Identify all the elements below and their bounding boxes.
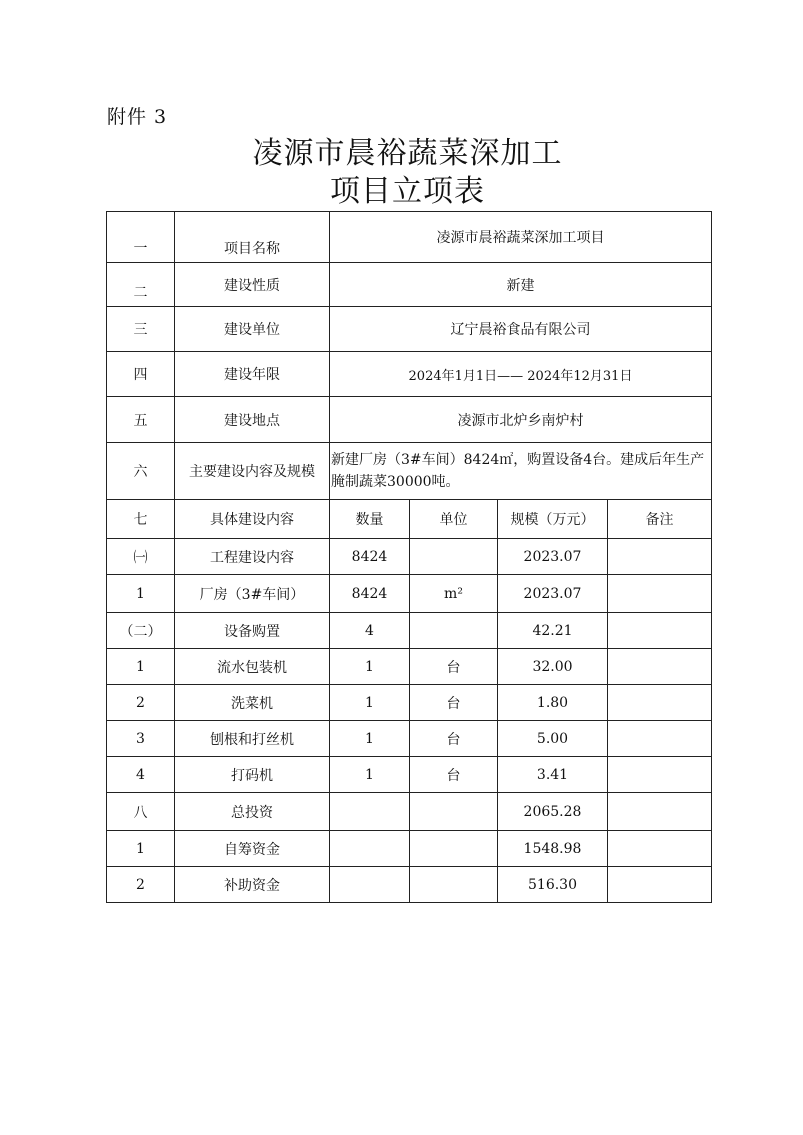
table-row	[107, 685, 712, 721]
table-row	[107, 757, 712, 793]
row-label: 建设单位	[175, 307, 330, 352]
row-quantity: 8424	[330, 575, 410, 613]
row-label: 流水包装机	[175, 649, 330, 685]
row-number: 四	[107, 352, 175, 397]
table-row	[107, 539, 712, 575]
row-quantity: 8424	[330, 539, 410, 575]
row-note	[608, 831, 712, 867]
row-label: 建设地点	[175, 397, 330, 443]
table-row	[107, 575, 712, 613]
row-number: 4	[107, 757, 175, 793]
row-label: 工程建设内容	[175, 539, 330, 575]
row-note	[608, 613, 712, 649]
row-scale: 516.30	[498, 867, 608, 903]
row-quantity	[330, 831, 410, 867]
row-note	[608, 793, 712, 831]
attachment-label: 附件 3	[107, 106, 168, 128]
row-number: 一	[107, 212, 175, 263]
header-label: 具体建设内容	[175, 500, 330, 539]
row-label: 补助资金	[175, 867, 330, 903]
row-number: 八	[107, 793, 175, 831]
table-row	[107, 793, 712, 831]
header-unit: 单位	[410, 500, 498, 539]
row-label: 洗菜机	[175, 685, 330, 721]
row-unit	[410, 539, 498, 575]
table-row	[107, 867, 712, 903]
header-number: 七	[107, 500, 175, 539]
row-label: 总投资	[175, 793, 330, 831]
page-title-line2: 项目立项表	[330, 174, 485, 209]
table-row	[107, 613, 712, 649]
row-label: 厂房（3#车间）	[175, 575, 330, 613]
row-value: 凌源市北炉乡南炉村	[330, 397, 712, 443]
row-value: 新建厂房（3#车间）8424㎡，购置设备4台。建成后年生产腌制蔬菜30000吨。	[330, 443, 712, 500]
row-label: 主要建设内容及规模	[175, 443, 330, 500]
row-scale: 5.00	[498, 721, 608, 757]
row-scale: 2065.28	[498, 793, 608, 831]
row-unit	[410, 831, 498, 867]
table-row	[107, 263, 712, 307]
row-unit: 台	[410, 649, 498, 685]
table-row	[107, 212, 712, 263]
row-number: 1	[107, 575, 175, 613]
header-note: 备注	[608, 500, 712, 539]
row-number: 六	[107, 443, 175, 500]
row-scale: 2023.07	[498, 575, 608, 613]
row-label: 建设年限	[175, 352, 330, 397]
table-row	[107, 352, 712, 397]
table-row	[107, 831, 712, 867]
table-row	[107, 307, 712, 352]
row-number: 2	[107, 867, 175, 903]
row-number: 五	[107, 397, 175, 443]
row-number: 1	[107, 649, 175, 685]
row-number: 三	[107, 307, 175, 352]
row-number: 3	[107, 721, 175, 757]
row-number: ㈠	[107, 539, 175, 575]
table-row	[107, 721, 712, 757]
row-quantity: 1	[330, 757, 410, 793]
project-table	[106, 211, 712, 903]
table-row	[107, 649, 712, 685]
row-label: 设备购置	[175, 613, 330, 649]
row-number: （二）	[107, 613, 175, 649]
row-number: 1	[107, 831, 175, 867]
row-scale: 1.80	[498, 685, 608, 721]
row-note	[608, 649, 712, 685]
row-note	[608, 721, 712, 757]
row-label: 自筹资金	[175, 831, 330, 867]
row-scale: 3.41	[498, 757, 608, 793]
row-number: 二	[107, 263, 175, 307]
row-label: 项目名称	[175, 212, 330, 263]
row-value: 辽宁晨裕食品有限公司	[330, 307, 712, 352]
row-label: 打码机	[175, 757, 330, 793]
header-scale: 规模（万元）	[498, 500, 608, 539]
row-scale: 2023.07	[498, 539, 608, 575]
row-quantity	[330, 867, 410, 903]
row-quantity: 1	[330, 685, 410, 721]
row-unit: 台	[410, 757, 498, 793]
row-number: 2	[107, 685, 175, 721]
table-row	[107, 443, 712, 500]
row-value: 凌源市晨裕蔬菜深加工项目	[330, 212, 712, 263]
row-scale: 1548.98	[498, 831, 608, 867]
page-title-line1: 凌源市晨裕蔬菜深加工	[252, 136, 563, 171]
row-unit	[410, 867, 498, 903]
table-row	[107, 397, 712, 443]
row-label: 建设性质	[175, 263, 330, 307]
row-unit	[410, 793, 498, 831]
row-scale: 32.00	[498, 649, 608, 685]
row-note	[608, 757, 712, 793]
row-note	[608, 539, 712, 575]
row-quantity: 4	[330, 613, 410, 649]
row-value: 2024年1月1日—— 2024年12月31日	[330, 352, 712, 397]
row-note	[608, 575, 712, 613]
row-quantity: 1	[330, 649, 410, 685]
row-value: 新建	[330, 263, 712, 307]
row-quantity	[330, 793, 410, 831]
row-quantity: 1	[330, 721, 410, 757]
row-unit: 台	[410, 721, 498, 757]
header-quantity: 数量	[330, 500, 410, 539]
row-label: 刨根和打丝机	[175, 721, 330, 757]
detail-header-row	[107, 500, 712, 539]
row-unit	[410, 613, 498, 649]
row-unit: m²	[410, 575, 498, 613]
row-note	[608, 685, 712, 721]
row-scale: 42.21	[498, 613, 608, 649]
row-note	[608, 867, 712, 903]
row-unit: 台	[410, 685, 498, 721]
